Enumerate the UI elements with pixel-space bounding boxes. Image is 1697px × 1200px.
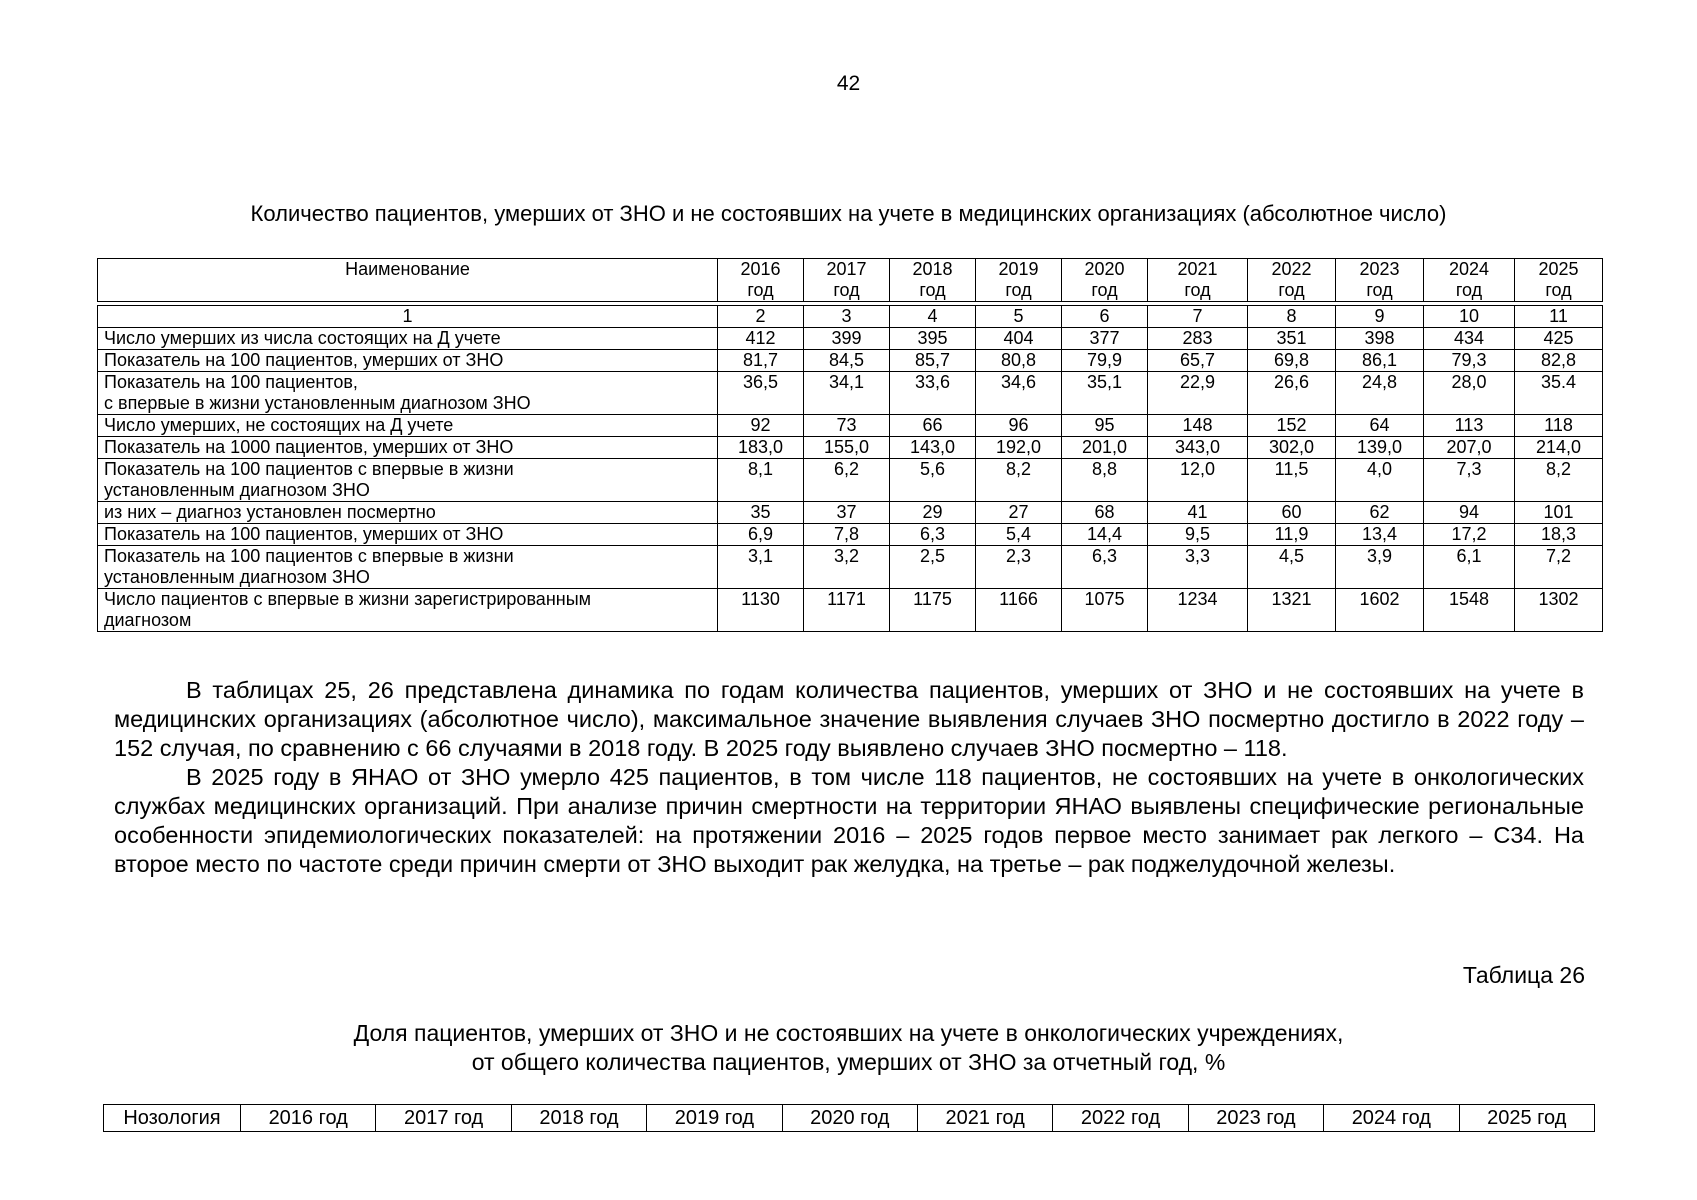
- row-name-line: Показатель на 100 пациентов, умерших от ЗНО: [104, 350, 504, 370]
- cell-value: 192,0: [976, 437, 1062, 459]
- cell-value: 118: [1515, 415, 1603, 437]
- table2-header-cell: 2021 год: [917, 1105, 1052, 1132]
- row-name-line: Показатель на 100 пациентов,: [104, 372, 358, 392]
- table2-header-cell: 2017 год: [376, 1105, 511, 1132]
- cell-value: 7,3: [1424, 459, 1515, 502]
- cell-value: 94: [1424, 502, 1515, 524]
- cell-value: 1602: [1336, 589, 1424, 632]
- year-suffix: год: [1184, 280, 1211, 300]
- year-value: 2022: [1271, 259, 1312, 279]
- table-row: [98, 328, 1603, 350]
- cell-value: 155,0: [804, 437, 890, 459]
- table-row: [98, 459, 1603, 502]
- table-row: [98, 415, 1603, 437]
- row-name-line: диагнозом: [104, 610, 192, 630]
- cell-value: 2,5: [890, 546, 976, 589]
- year-value: 2020: [1084, 259, 1125, 279]
- cell-value: 27: [976, 502, 1062, 524]
- table2-header-cell: 2020 год: [782, 1105, 917, 1132]
- row-name-line: Число пациентов с впервые в жизни зарегистрированным: [104, 589, 592, 609]
- table2-title: [0, 1019, 1697, 1077]
- cell-value: 37: [804, 502, 890, 524]
- table1-title: Количество пациентов, умерших от ЗНО и не состоявших на учете в медицинских организациях (абсолютное число): [250, 201, 1447, 226]
- table-row: [98, 372, 1603, 415]
- cell-value: 79,3: [1424, 350, 1515, 372]
- table1-header-name: Наименование: [98, 259, 718, 302]
- table2-header-cell: 2019 год: [647, 1105, 782, 1132]
- table1-header-year: [1062, 259, 1148, 302]
- table1-column-number-row: [98, 306, 1603, 328]
- cell-value: 143,0: [890, 437, 976, 459]
- cell-value: 18,3: [1515, 524, 1603, 546]
- cell-value: 8,8: [1062, 459, 1148, 502]
- cell-value: 24,8: [1336, 372, 1424, 415]
- table-row: [98, 524, 1603, 546]
- cell-value: 399: [804, 328, 890, 350]
- cell-value: 8,2: [1515, 459, 1603, 502]
- table-row: [98, 437, 1603, 459]
- row-name-line: Показатель на 1000 пациентов, умерших от ЗНО: [104, 437, 514, 457]
- page-number: 42: [836, 72, 861, 95]
- cell-value: 66: [890, 415, 976, 437]
- year-suffix: год: [1455, 280, 1483, 300]
- cell-value: 139,0: [1336, 437, 1424, 459]
- row-name: [98, 459, 718, 502]
- cell-value: 1130: [718, 589, 804, 632]
- cell-value: 35: [718, 502, 804, 524]
- column-number: 8: [1248, 306, 1336, 328]
- cell-value: 1302: [1515, 589, 1603, 632]
- cell-value: 35,1: [1062, 372, 1148, 415]
- cell-value: 80,8: [976, 350, 1062, 372]
- table2: [103, 1104, 1595, 1132]
- row-name: [98, 589, 718, 632]
- table1-header-year: [1248, 259, 1336, 302]
- cell-value: 17,2: [1424, 524, 1515, 546]
- row-name: [98, 524, 718, 546]
- table1-header-year: [1424, 259, 1515, 302]
- cell-value: 434: [1424, 328, 1515, 350]
- year-value: 2019: [998, 259, 1039, 279]
- cell-value: 6,2: [804, 459, 890, 502]
- row-name: [98, 350, 718, 372]
- cell-value: 4,5: [1248, 546, 1336, 589]
- table-row: [98, 546, 1603, 589]
- table2-header-cell: 2024 год: [1324, 1105, 1459, 1132]
- cell-value: 28,0: [1424, 372, 1515, 415]
- row-name: [98, 502, 718, 524]
- year-value: 2021: [1177, 259, 1218, 279]
- row-name-line: Показатель на 100 пациентов с впервые в жизни: [104, 546, 514, 566]
- table1-header-year: [804, 259, 890, 302]
- table1-header-year: [1515, 259, 1603, 302]
- cell-value: 3,9: [1336, 546, 1424, 589]
- cell-value: 12,0: [1148, 459, 1248, 502]
- table2-header-cell: 2016 год: [241, 1105, 376, 1132]
- cell-value: 73: [804, 415, 890, 437]
- cell-value: 14,4: [1062, 524, 1148, 546]
- cell-value: 33,6: [890, 372, 976, 415]
- column-number: 9: [1336, 306, 1424, 328]
- cell-value: 34,6: [976, 372, 1062, 415]
- cell-value: 1175: [890, 589, 976, 632]
- column-number: 10: [1424, 306, 1515, 328]
- cell-value: 29: [890, 502, 976, 524]
- cell-value: 26,6: [1248, 372, 1336, 415]
- cell-value: 343,0: [1148, 437, 1248, 459]
- table2-header-cell: 2023 год: [1188, 1105, 1323, 1132]
- year-suffix: год: [1278, 280, 1305, 300]
- cell-value: 4,0: [1336, 459, 1424, 502]
- cell-value: 148: [1148, 415, 1248, 437]
- year-suffix: год: [747, 280, 774, 300]
- cell-value: 7,2: [1515, 546, 1603, 589]
- cell-value: 64: [1336, 415, 1424, 437]
- table-row: [98, 350, 1603, 372]
- cell-value: 9,5: [1148, 524, 1248, 546]
- table1-header-year: [976, 259, 1062, 302]
- table2-header-row: [104, 1105, 1595, 1132]
- row-name-line: Число умерших, не состоящих на Д учете: [104, 415, 454, 435]
- cell-value: 84,5: [804, 350, 890, 372]
- cell-value: 34,1: [804, 372, 890, 415]
- cell-value: 81,7: [718, 350, 804, 372]
- cell-value: 101: [1515, 502, 1603, 524]
- year-suffix: год: [1091, 280, 1118, 300]
- cell-value: 5,6: [890, 459, 976, 502]
- cell-value: 1321: [1248, 589, 1336, 632]
- cell-value: 113: [1424, 415, 1515, 437]
- cell-value: 8,2: [976, 459, 1062, 502]
- table1-header-year: [1336, 259, 1424, 302]
- cell-value: 95: [1062, 415, 1148, 437]
- cell-value: 183,0: [718, 437, 804, 459]
- table2-label: Таблица 26: [1462, 962, 1585, 988]
- cell-value: 85,7: [890, 350, 976, 372]
- table1-header-year: [890, 259, 976, 302]
- cell-value: 11,9: [1248, 524, 1336, 546]
- cell-value: 69,8: [1248, 350, 1336, 372]
- cell-value: 3,1: [718, 546, 804, 589]
- table2-header-cell: Нозология: [104, 1105, 241, 1132]
- cell-value: 92: [718, 415, 804, 437]
- cell-value: 207,0: [1424, 437, 1515, 459]
- row-name-line: установленным диагнозом ЗНО: [104, 567, 370, 587]
- cell-value: 6,9: [718, 524, 804, 546]
- cell-value: 6,1: [1424, 546, 1515, 589]
- cell-value: 11,5: [1248, 459, 1336, 502]
- cell-value: 1234: [1148, 589, 1248, 632]
- row-name-line: установленным диагнозом ЗНО: [104, 480, 370, 500]
- column-number: 7: [1148, 306, 1248, 328]
- year-suffix: год: [1366, 280, 1393, 300]
- cell-value: 398: [1336, 328, 1424, 350]
- cell-value: 1548: [1424, 589, 1515, 632]
- column-number: 3: [804, 306, 890, 328]
- cell-value: 6,3: [890, 524, 976, 546]
- cell-value: 36,5: [718, 372, 804, 415]
- cell-value: 152: [1248, 415, 1336, 437]
- paragraph: В 2025 году в ЯНАО от ЗНО умерло 425 пациентов, в том числе 118 пациентов, не состоявших на учете в онкологических службах медицинских организаций. При анализе причин смертности на территории ЯНАО выявлены специфические региональные особенности эпидемиологических показателей: на протяжении 2016 – 2025 годов первое место занимает рак легкого – С34. На второе место по частоте среди причин смерти от ЗНО выходит рак желудка, на третье – рак поджелудочной железы.: [114, 764, 1584, 877]
- year-value: 2025: [1538, 259, 1579, 279]
- cell-value: 35.4: [1515, 372, 1603, 415]
- cell-value: 404: [976, 328, 1062, 350]
- table2-header-cell: 2022 год: [1053, 1105, 1188, 1132]
- cell-value: 351: [1248, 328, 1336, 350]
- cell-value: 6,3: [1062, 546, 1148, 589]
- table2-header-cell: 2018 год: [511, 1105, 646, 1132]
- column-number: 5: [976, 306, 1062, 328]
- table1-header-row: [98, 259, 1603, 302]
- year-suffix: год: [1545, 280, 1572, 300]
- cell-value: 302,0: [1248, 437, 1336, 459]
- cell-value: 377: [1062, 328, 1148, 350]
- row-name: [98, 372, 718, 415]
- cell-value: 62: [1336, 502, 1424, 524]
- row-name: [98, 437, 718, 459]
- cell-value: 283: [1148, 328, 1248, 350]
- row-name: [98, 415, 718, 437]
- cell-value: 3,3: [1148, 546, 1248, 589]
- cell-value: 412: [718, 328, 804, 350]
- year-value: 2024: [1448, 259, 1490, 279]
- cell-value: 5,4: [976, 524, 1062, 546]
- year-value: 2023: [1359, 259, 1400, 279]
- paragraph: В таблицах 25, 26 представлена динамика по годам количества пациентов, умерших от ЗНО и не состоявших на учете в медицинских организациях (абсолютное число), максимальное значение выявления случаев ЗНО посмертно достигло в 2022 году – 152 случая, по сравнению с 66 случаями в 2018 году. В 2025 году выявлено случаев ЗНО посмертно – 118.: [114, 677, 1584, 761]
- year-suffix: год: [1005, 280, 1032, 300]
- cell-value: 60: [1248, 502, 1336, 524]
- column-number: 2: [718, 306, 804, 328]
- cell-value: 22,9: [1148, 372, 1248, 415]
- cell-value: 1166: [976, 589, 1062, 632]
- cell-value: 1075: [1062, 589, 1148, 632]
- column-number: 1: [98, 306, 718, 328]
- table2-header-cell: 2025 год: [1459, 1105, 1594, 1132]
- table-row: [98, 589, 1603, 632]
- cell-value: 425: [1515, 328, 1603, 350]
- column-number: 6: [1062, 306, 1148, 328]
- cell-value: 3,2: [804, 546, 890, 589]
- cell-value: 2,3: [976, 546, 1062, 589]
- cell-value: 41: [1148, 502, 1248, 524]
- cell-value: 201,0: [1062, 437, 1148, 459]
- cell-value: 13,4: [1336, 524, 1424, 546]
- cell-value: 68: [1062, 502, 1148, 524]
- year-suffix: год: [919, 280, 946, 300]
- cell-value: 214,0: [1515, 437, 1603, 459]
- table1-header-year: [1148, 259, 1248, 302]
- table2-title-line: Доля пациентов, умерших от ЗНО и не состоявших на учете в онкологических учреждениях,: [353, 1020, 1344, 1046]
- cell-value: 7,8: [804, 524, 890, 546]
- body-text: [114, 676, 1584, 879]
- table1: [97, 258, 1603, 632]
- table-row: [98, 502, 1603, 524]
- row-name-line: Число умерших из числа состоящих на Д учете: [104, 328, 501, 348]
- table1-header-year: [718, 259, 804, 302]
- table2-title-line: от общего количества пациентов, умерших от ЗНО за отчетный год, %: [471, 1049, 1226, 1075]
- row-name-line: Показатель на 100 пациентов с впервые в жизни: [104, 459, 514, 479]
- row-name-line: из них – диагноз установлен посмертно: [104, 502, 436, 522]
- cell-value: 82,8: [1515, 350, 1603, 372]
- column-number: 11: [1515, 306, 1603, 328]
- cell-value: 79,9: [1062, 350, 1148, 372]
- year-value: 2016: [740, 259, 781, 279]
- cell-value: 1171: [804, 589, 890, 632]
- cell-value: 96: [976, 415, 1062, 437]
- year-suffix: год: [833, 280, 860, 300]
- year-value: 2018: [912, 259, 953, 279]
- row-name-line: с впервые в жизни установленным диагнозом ЗНО: [104, 393, 531, 413]
- row-name: [98, 328, 718, 350]
- year-value: 2017: [826, 259, 867, 279]
- cell-value: 65,7: [1148, 350, 1248, 372]
- column-number: 4: [890, 306, 976, 328]
- cell-value: 395: [890, 328, 976, 350]
- cell-value: 86,1: [1336, 350, 1424, 372]
- cell-value: 8,1: [718, 459, 804, 502]
- row-name: [98, 546, 718, 589]
- row-name-line: Показатель на 100 пациентов, умерших от ЗНО: [104, 524, 504, 544]
